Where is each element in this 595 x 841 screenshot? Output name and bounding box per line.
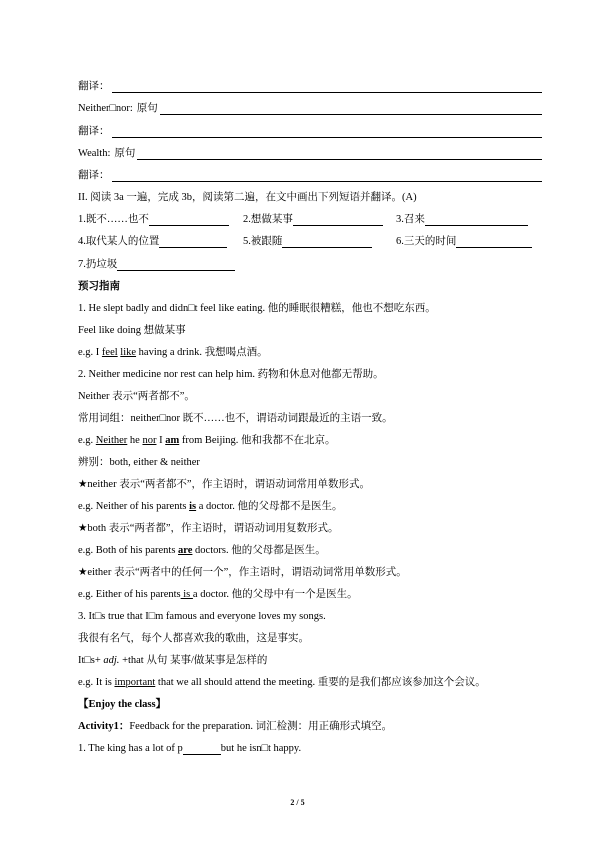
example-3: 3. It□s true that I□m famous and everyone loves my songs. <box>78 611 326 622</box>
example-sentence: e.g. Either of his parents is a doctor. 他的父母中有一个是医生。 <box>78 589 358 600</box>
both-rule: ★both 表示“两者都”，作主语时，谓语动词用复数形式。 <box>78 523 339 534</box>
pattern-note: It□s+ adj. +that 从句 某事/做某事是怎样的 <box>78 655 268 666</box>
phrase-item: 5.被跟随 <box>243 235 372 248</box>
neither-note: Neither 表示“两者都不”。 <box>78 391 195 402</box>
phrase-row-1 <box>78 213 425 226</box>
example-sentence: e.g. It is important that we all should attend the meeting. 重要的是我们都应该参加这个会议。 <box>78 677 486 688</box>
answer-blank[interactable] <box>117 259 235 271</box>
question-1: 1. The king has a lot of p but he isn□t happy. <box>78 743 302 754</box>
answer-blank[interactable] <box>425 214 528 226</box>
neither-rule: ★neither 表示“两者都不”，作主语时，谓语动词常用单数形式。 <box>78 479 371 490</box>
answer-blank[interactable] <box>160 103 542 115</box>
either-rule: ★either 表示“两者中的任何一个”，作主语时，谓语动词常用单数形式。 <box>78 567 407 578</box>
answer-blank[interactable] <box>456 236 532 248</box>
answer-blank[interactable] <box>159 236 227 248</box>
phrase-item: 1.既不……也不 <box>78 214 149 225</box>
example-1: 1. He slept badly and didn□t feel like eating. 他的睡眠很糟糕，他也不想吃东西。 <box>78 303 436 314</box>
page-number: 2 / 5 <box>290 798 305 807</box>
translate-label: 翻译： <box>78 81 110 92</box>
phrase-row-2 <box>78 235 457 248</box>
answer-blank[interactable] <box>149 214 229 226</box>
phrase-item: 2.想做某事 <box>243 213 383 226</box>
translate-line-3 <box>78 169 542 182</box>
example-sentence: e.g. Neither he nor I am from Beijing. 他和我都不在北京。 <box>78 435 336 446</box>
activity-1: Activity1：Feedback for the preparation. 词汇检测：用正确形式填空。 <box>78 721 393 732</box>
wealth-line <box>78 147 542 160</box>
example-sentence: e.g. Both of his parents are doctors. 他的父母都是医生。 <box>78 545 326 556</box>
neither-nor-label: Neither□nor: <box>78 103 133 114</box>
translate-line-2 <box>78 125 542 138</box>
phrase-row-3 <box>78 258 235 271</box>
phrase-item: 4.取代某人的位置 <box>78 236 160 247</box>
phrase-item: 3.召来 <box>396 213 528 226</box>
translate-line-1 <box>78 80 542 93</box>
example-2: 2. Neither medicine nor rest can help him. 药物和休息对他都无帮助。 <box>78 369 384 380</box>
example-sentence: e.g. I feel like having a drink. 我想喝点酒。 <box>78 347 268 358</box>
example-3-translation: 我很有名气，每个人都喜欢我的歌曲，这是事实。 <box>78 633 309 644</box>
answer-blank[interactable] <box>282 236 372 248</box>
original-sentence-label: 原句 <box>136 103 158 114</box>
answer-blank[interactable] <box>293 214 383 226</box>
wealth-label: Wealth: <box>78 148 111 159</box>
neither-nor-line <box>78 102 542 115</box>
distinguish-note: 辨别：both, either & neither <box>78 457 200 468</box>
guide-heading: 预习指南 <box>78 281 120 292</box>
enjoy-heading: 【Enjoy the class】 <box>78 699 167 710</box>
answer-blank[interactable] <box>183 743 221 755</box>
phrase-item: 6.三天的时间 <box>396 235 532 248</box>
answer-blank[interactable] <box>112 81 543 93</box>
translate-label: 翻译： <box>78 170 110 181</box>
phrase-note: Feel like doing 想做某事 <box>78 325 186 336</box>
answer-blank[interactable] <box>112 170 543 182</box>
phrase-item: 7.扔垃圾 <box>78 259 118 270</box>
translate-label: 翻译： <box>78 126 110 137</box>
answer-blank[interactable] <box>112 126 543 138</box>
common-phrase-note: 常用词组：neither□nor 既不……也不，谓语动词跟最近的主语一致。 <box>78 413 393 424</box>
part2-instruction: II. 阅读 3a 一遍，完成 3b，阅读第二遍，在文中画出下列短语并翻译。(A) <box>78 192 417 203</box>
answer-blank[interactable] <box>137 148 542 160</box>
example-sentence: e.g. Neither of his parents is a doctor. 他的父母都不是医生。 <box>78 501 343 512</box>
original-sentence-label: 原句 <box>114 148 136 159</box>
